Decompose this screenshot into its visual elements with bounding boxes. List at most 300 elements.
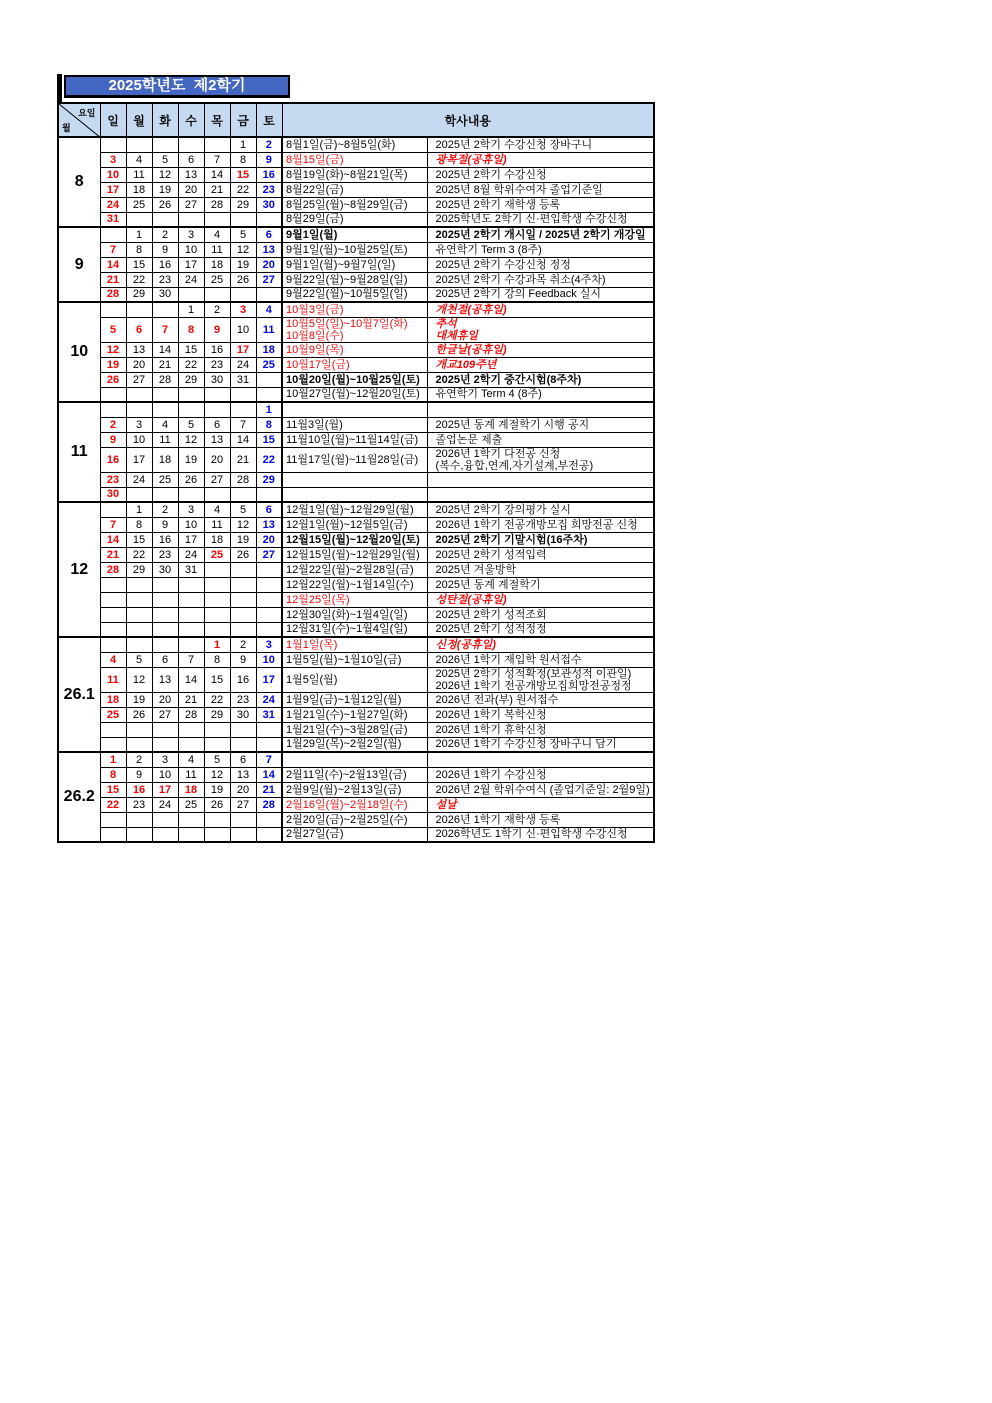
- date-range-line: 10월17일(금): [286, 358, 350, 371]
- day-cell: [256, 722, 282, 737]
- day-cell: 25: [178, 797, 204, 812]
- day-cell: 12: [126, 667, 152, 692]
- day-cell: 5: [230, 227, 256, 242]
- event-desc-cell: [427, 357, 654, 372]
- event-desc-line: 한글날(공휴일): [435, 343, 507, 356]
- day-cell: 31: [230, 372, 256, 387]
- day-cell: 26: [178, 472, 204, 487]
- event-desc-cell: [427, 532, 654, 547]
- weekday-header-fri: 금: [230, 103, 256, 137]
- day-cell: 24: [178, 272, 204, 287]
- event-desc-cell: [427, 152, 654, 167]
- day-cell: 31: [100, 212, 126, 227]
- day-cell: [178, 637, 204, 652]
- day-cell: 9: [204, 317, 230, 342]
- event-desc-line: 2025년 2학기 성적입력: [435, 548, 547, 561]
- event-desc-cell: [427, 447, 654, 472]
- day-cell: [178, 387, 204, 402]
- day-cell: [152, 302, 178, 317]
- day-cell: [230, 737, 256, 752]
- day-cell: 28: [204, 197, 230, 212]
- day-cell: 23: [204, 357, 230, 372]
- day-cell: 29: [178, 372, 204, 387]
- event-desc-line: 신정(공휴일): [435, 638, 496, 651]
- day-cell: [100, 812, 126, 827]
- event-desc-cell: [427, 707, 654, 722]
- calendar-row: [58, 447, 654, 472]
- event-desc-cell: [427, 472, 654, 487]
- day-cell: [152, 137, 178, 152]
- day-cell: 4: [100, 652, 126, 667]
- event-desc-cell: [427, 517, 654, 532]
- day-cell: 18: [100, 692, 126, 707]
- calendar-row: [58, 387, 654, 402]
- day-cell: 14: [230, 432, 256, 447]
- day-cell: 7: [204, 152, 230, 167]
- day-cell: [256, 827, 282, 842]
- day-cell: [178, 577, 204, 592]
- day-cell: 12: [100, 342, 126, 357]
- calendar-row: [58, 667, 654, 692]
- day-cell: 24: [178, 547, 204, 562]
- day-cell: 30: [204, 372, 230, 387]
- date-range-line: 12월25일(목): [286, 593, 350, 606]
- day-cell: [100, 722, 126, 737]
- event-desc-cell: [427, 562, 654, 577]
- date-range-cell: [282, 652, 427, 667]
- date-range-line: 2월9일(월)~2월13일(금): [286, 783, 402, 796]
- day-cell: 25: [100, 707, 126, 722]
- day-cell: [230, 562, 256, 577]
- day-cell: 21: [256, 782, 282, 797]
- event-desc-cell: [427, 797, 654, 812]
- day-cell: 8: [230, 152, 256, 167]
- date-range-line: 12월31일(수)~1월4일(일): [286, 623, 408, 636]
- date-range-cell: [282, 782, 427, 797]
- day-cell: 25: [204, 272, 230, 287]
- date-range-line: 2월20일(금)~2월25일(수): [286, 813, 408, 826]
- day-cell: 13: [256, 517, 282, 532]
- day-cell: 1: [100, 752, 126, 767]
- day-cell: [204, 577, 230, 592]
- calendar-row: [58, 212, 654, 227]
- day-cell: [204, 737, 230, 752]
- day-cell: [230, 607, 256, 622]
- day-cell: 26: [230, 547, 256, 562]
- day-cell: 17: [152, 782, 178, 797]
- day-cell: [152, 722, 178, 737]
- event-desc-cell: [427, 257, 654, 272]
- day-cell: 15: [100, 782, 126, 797]
- event-desc-cell: [427, 342, 654, 357]
- event-desc-line: 2025년 2학기 중간시험(8주차): [435, 373, 582, 386]
- day-cell: 3: [178, 227, 204, 242]
- day-cell: 13: [256, 242, 282, 257]
- day-cell: [256, 592, 282, 607]
- calendar-row: [58, 607, 654, 622]
- calendar-row: [58, 197, 654, 212]
- date-range-line: 1월21일(수)~3월28일(금): [286, 723, 408, 736]
- day-cell: 26: [126, 707, 152, 722]
- event-desc-line: 2026학년도 1학기 신·편입학생 수강신청: [435, 828, 628, 841]
- date-range-cell: [282, 342, 427, 357]
- calendar-row: [58, 547, 654, 562]
- calendar-row: [58, 272, 654, 287]
- day-cell: 16: [152, 257, 178, 272]
- day-cell: 11: [100, 667, 126, 692]
- day-cell: [204, 562, 230, 577]
- day-cell: 12: [152, 167, 178, 182]
- month-block-12: [58, 502, 654, 637]
- day-cell: [100, 592, 126, 607]
- calendar-row: [58, 357, 654, 372]
- day-cell: 11: [152, 432, 178, 447]
- day-cell: 22: [100, 797, 126, 812]
- event-desc-cell: [427, 767, 654, 782]
- day-cell: 10: [178, 242, 204, 257]
- day-cell: 22: [204, 692, 230, 707]
- day-cell: 13: [230, 767, 256, 782]
- day-cell: 3: [152, 752, 178, 767]
- day-cell: 3: [100, 152, 126, 167]
- calendar-row: [58, 827, 654, 842]
- day-cell: 1: [230, 137, 256, 152]
- day-cell: 12: [230, 517, 256, 532]
- event-desc-line: 2025년 겨울방학: [435, 563, 517, 576]
- day-cell: [256, 562, 282, 577]
- day-cell: 3: [256, 637, 282, 652]
- event-desc-cell: [427, 182, 654, 197]
- corner-day-label: 요일: [78, 108, 96, 118]
- day-cell: 16: [230, 667, 256, 692]
- day-cell: 30: [152, 562, 178, 577]
- day-cell: [126, 137, 152, 152]
- calendar-row: [58, 592, 654, 607]
- day-cell: 24: [126, 472, 152, 487]
- calendar-header-row: [58, 103, 654, 137]
- day-cell: 6: [230, 752, 256, 767]
- day-cell: 20: [152, 692, 178, 707]
- day-cell: 10: [152, 767, 178, 782]
- day-cell: [126, 592, 152, 607]
- month-label: 9: [58, 227, 100, 302]
- event-desc-line: 2026년 1학기 다전공 신청: [435, 447, 561, 460]
- calendar-row: [58, 562, 654, 577]
- day-cell: 12: [230, 242, 256, 257]
- day-cell: [152, 812, 178, 827]
- day-cell: [100, 637, 126, 652]
- calendar-row: [58, 152, 654, 167]
- calendar-row: [58, 637, 654, 652]
- date-range-cell: [282, 447, 427, 472]
- month-block-9: [58, 227, 654, 302]
- day-cell: [126, 737, 152, 752]
- calendar-row: [58, 402, 654, 417]
- event-desc-line: 2025년 2학기 수강신청 장바구니: [435, 138, 593, 151]
- day-cell: 12: [178, 432, 204, 447]
- month-block-11: [58, 402, 654, 502]
- calendar-row: [58, 517, 654, 532]
- event-desc-cell: [427, 502, 654, 517]
- calendar-row: [58, 242, 654, 257]
- calendar-row: [58, 767, 654, 782]
- corner-month-label: 월: [62, 123, 71, 133]
- date-range-line: 9월22일(월)~9월28일(일): [286, 273, 408, 286]
- day-cell: 9: [152, 517, 178, 532]
- day-cell: [152, 622, 178, 637]
- date-range-line: 8월25일(월)~8월29일(금): [286, 198, 408, 211]
- title-accent-bar: [57, 74, 62, 102]
- event-desc-line: 2025년 2학기 개시일 / 2025년 2학기 개강일: [435, 228, 646, 241]
- day-cell: 8: [126, 242, 152, 257]
- day-cell: 25: [204, 547, 230, 562]
- day-cell: 28: [178, 707, 204, 722]
- date-range-line: 11월17일(월)~11월28일(금): [286, 453, 419, 466]
- date-range-cell: [282, 197, 427, 212]
- date-range-cell: [282, 472, 427, 487]
- day-cell: [178, 722, 204, 737]
- day-cell: 20: [126, 357, 152, 372]
- calendar-header: [58, 103, 654, 137]
- day-cell: [230, 287, 256, 302]
- day-cell: 1: [178, 302, 204, 317]
- day-cell: [126, 212, 152, 227]
- day-cell: 12: [204, 767, 230, 782]
- day-cell: 23: [230, 692, 256, 707]
- month-label: 12: [58, 502, 100, 637]
- event-desc-line: 2025년 8월 학위수여자 졸업기준일: [435, 183, 603, 196]
- date-range-cell: [282, 547, 427, 562]
- day-cell: [100, 737, 126, 752]
- day-cell: 25: [256, 357, 282, 372]
- day-cell: 11: [126, 167, 152, 182]
- day-cell: [204, 137, 230, 152]
- day-cell: 18: [152, 447, 178, 472]
- calendar-row: [58, 782, 654, 797]
- calendar-row: [58, 342, 654, 357]
- day-cell: 28: [256, 797, 282, 812]
- date-range-cell: [282, 182, 427, 197]
- day-cell: [100, 502, 126, 517]
- day-cell: 23: [256, 182, 282, 197]
- event-desc-line: 2025년 2학기 재학생 등록: [435, 198, 561, 211]
- day-cell: [152, 212, 178, 227]
- event-desc-line: 2026년 1학기 재입학 원서접수: [435, 653, 582, 666]
- day-cell: [126, 387, 152, 402]
- event-desc-cell: [427, 592, 654, 607]
- event-desc-cell: [427, 417, 654, 432]
- day-cell: 21: [204, 182, 230, 197]
- day-cell: 23: [152, 272, 178, 287]
- day-cell: 19: [178, 447, 204, 472]
- month-block-26.2: [58, 752, 654, 842]
- date-range-line: 10월5일(일)~10월7일(화): [286, 317, 408, 330]
- day-cell: [178, 487, 204, 502]
- date-range-line: 12월22일(월)~1월14일(수): [286, 578, 414, 591]
- day-cell: 13: [178, 167, 204, 182]
- day-cell: [126, 637, 152, 652]
- day-cell: 14: [152, 342, 178, 357]
- day-cell: 29: [126, 562, 152, 577]
- event-desc-line: 유연학기 Term 4 (8주): [435, 388, 542, 401]
- date-range-line: 12월1일(월)~12월29일(월): [286, 503, 414, 516]
- corner-cell: [58, 103, 100, 137]
- event-desc-line: 광복절(공휴일): [435, 153, 507, 166]
- date-range-cell: [282, 797, 427, 812]
- day-cell: 5: [230, 502, 256, 517]
- day-cell: [178, 827, 204, 842]
- day-cell: [230, 212, 256, 227]
- day-cell: 30: [256, 197, 282, 212]
- date-range-cell: [282, 577, 427, 592]
- date-range-line: 10월3일(금): [286, 303, 344, 316]
- day-cell: 18: [126, 182, 152, 197]
- day-cell: 2: [152, 502, 178, 517]
- event-desc-cell: [427, 622, 654, 637]
- event-desc-cell: [427, 242, 654, 257]
- calendar-row: [58, 707, 654, 722]
- event-desc-line: 2025년 2학기 강의 Feedback 실시: [435, 288, 602, 301]
- event-desc-line: 2026년 1학기 복학신청: [435, 708, 547, 721]
- calendar-row: [58, 487, 654, 502]
- calendar-row: [58, 752, 654, 767]
- day-cell: 18: [256, 342, 282, 357]
- day-cell: [256, 487, 282, 502]
- event-desc-cell: [427, 317, 654, 342]
- day-cell: [152, 827, 178, 842]
- event-desc-line: 졸업논문 제출: [435, 433, 503, 446]
- day-cell: [178, 812, 204, 827]
- event-desc-line: 성탄절(공휴일): [435, 593, 507, 606]
- day-cell: 1: [256, 402, 282, 417]
- day-cell: 1: [126, 227, 152, 242]
- day-cell: 25: [126, 197, 152, 212]
- day-cell: 27: [178, 197, 204, 212]
- day-cell: [230, 387, 256, 402]
- day-cell: 14: [204, 167, 230, 182]
- day-cell: 17: [126, 447, 152, 472]
- day-cell: 4: [204, 502, 230, 517]
- event-desc-cell: [427, 652, 654, 667]
- event-desc-cell: [427, 752, 654, 767]
- day-cell: 20: [230, 782, 256, 797]
- event-desc-line: 2025년 2학기 기말시험(16주차): [435, 533, 588, 546]
- day-cell: 23: [126, 797, 152, 812]
- day-cell: 29: [256, 472, 282, 487]
- date-range-line: 12월1일(월)~12월5일(금): [286, 518, 408, 531]
- event-desc-line: 2025년 2학기 수강신청: [435, 168, 547, 181]
- day-cell: 9: [100, 432, 126, 447]
- day-cell: 10: [230, 317, 256, 342]
- month-label: 11: [58, 402, 100, 502]
- day-cell: 28: [230, 472, 256, 487]
- day-cell: 17: [178, 257, 204, 272]
- date-range-cell: [282, 752, 427, 767]
- day-cell: 2: [100, 417, 126, 432]
- day-cell: 8: [178, 317, 204, 342]
- date-range-line: 2월11일(수)~2월13일(금): [286, 768, 407, 781]
- date-range-line: 1월9일(금)~1월12일(월): [286, 693, 402, 706]
- event-desc-cell: [427, 387, 654, 402]
- calendar-row: [58, 417, 654, 432]
- day-cell: 15: [204, 667, 230, 692]
- date-range-cell: [282, 722, 427, 737]
- day-cell: 17: [256, 667, 282, 692]
- day-cell: [230, 487, 256, 502]
- event-desc-line: 2026년 전과(부) 원서접수: [435, 693, 559, 706]
- date-range-line: 1월5일(월): [286, 673, 338, 686]
- event-desc-line: 2026년 1학기 전공개방모집 희망전공 신청: [435, 518, 638, 531]
- calendar-row: [58, 722, 654, 737]
- day-cell: [256, 372, 282, 387]
- calendar-row: [58, 577, 654, 592]
- day-cell: 27: [204, 472, 230, 487]
- date-range-cell: [282, 607, 427, 622]
- day-cell: 2: [126, 752, 152, 767]
- day-cell: [126, 827, 152, 842]
- day-cell: [230, 827, 256, 842]
- event-desc-line: 2026년 2월 학위수여식 (졸업기준일: 2월9일): [435, 783, 650, 796]
- event-desc-line: 대체휴일: [435, 329, 479, 342]
- date-range-cell: [282, 517, 427, 532]
- day-cell: [204, 212, 230, 227]
- day-cell: 15: [126, 532, 152, 547]
- day-cell: 10: [256, 652, 282, 667]
- day-cell: 29: [126, 287, 152, 302]
- date-range-cell: [282, 227, 427, 242]
- event-desc-cell: [427, 432, 654, 447]
- day-cell: [230, 622, 256, 637]
- day-cell: 19: [126, 692, 152, 707]
- date-range-line: 8월29일(금): [286, 213, 344, 226]
- day-cell: 1: [126, 502, 152, 517]
- event-desc-line: 2026년 1학기 재학생 등록: [435, 813, 561, 826]
- day-cell: [178, 607, 204, 622]
- date-range-line: 9월1일(월)~9월7일(일): [286, 258, 396, 271]
- day-cell: [204, 402, 230, 417]
- date-range-line: 9월1일(월)~10월25일(토): [286, 243, 408, 256]
- day-cell: 11: [204, 242, 230, 257]
- day-cell: 17: [230, 342, 256, 357]
- weekday-header-wed: 수: [178, 103, 204, 137]
- day-cell: [152, 402, 178, 417]
- content-header-cell: 학사내용: [282, 103, 654, 137]
- event-desc-cell: [427, 372, 654, 387]
- event-desc-cell: [427, 137, 654, 152]
- calendar-row: [58, 227, 654, 242]
- day-cell: [152, 387, 178, 402]
- date-range-line: 10월8일(수): [286, 329, 344, 342]
- day-cell: 28: [100, 287, 126, 302]
- page-title: 2025학년도 제2학기: [64, 75, 290, 98]
- day-cell: 9: [256, 152, 282, 167]
- day-cell: 7: [100, 517, 126, 532]
- event-desc-line: 2025년 2학기 수강과목 취소(4주차): [435, 273, 606, 286]
- month-block-26.1: [58, 637, 654, 752]
- calendar-row: [58, 622, 654, 637]
- day-cell: [126, 487, 152, 502]
- academic-calendar-table: [57, 102, 655, 843]
- day-cell: [230, 812, 256, 827]
- event-desc-line: 개천절(공휴일): [435, 303, 507, 316]
- event-desc-cell: [427, 212, 654, 227]
- day-cell: 11: [256, 317, 282, 342]
- day-cell: 18: [178, 782, 204, 797]
- date-range-cell: [282, 812, 427, 827]
- event-desc-line: 설날: [435, 798, 457, 811]
- day-cell: 30: [100, 487, 126, 502]
- day-cell: [126, 622, 152, 637]
